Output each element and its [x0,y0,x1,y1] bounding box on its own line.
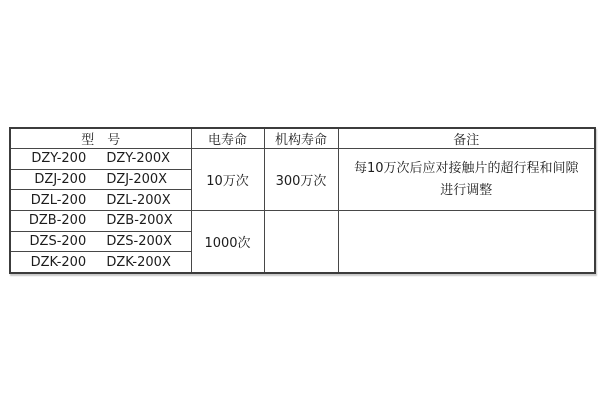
model-cell [10,149,191,170]
electrical-life-cell: 1000次 [191,211,264,273]
model-name: DZJ-200X [106,172,168,188]
remark-line: 每10万次后应对接触片的超行程和间隙 [353,160,579,176]
model-cell [10,231,191,252]
model-name: DZS-200X [106,234,172,250]
model-name: DZK-200X [106,254,171,270]
model-name: DZY-200 [31,151,87,167]
mechanical-life-cell [264,211,338,273]
model-name: DZJ-200 [34,172,87,188]
header-row [10,128,595,149]
remark-line: 进行调整 [440,182,493,198]
remarks-cell [338,149,595,211]
model-name: DZB-200X [106,213,173,229]
remarks-cell [338,211,595,273]
header-remarks: 备注 [338,128,595,149]
table-row [10,211,595,232]
model-name: DZL-200X [106,192,171,208]
model-cell [10,211,191,232]
header-model: 型 号 [10,128,191,149]
model-name: DZY-200X [106,151,171,167]
model-name: DZL-200 [30,192,87,208]
electrical-life-cell: 10万次 [191,149,264,211]
mechanical-life-cell: 300万次 [264,149,338,211]
table-row [10,149,595,170]
header-electrical-life: 电寿命 [191,128,264,149]
model-cell [10,190,191,211]
model-cell [10,252,191,273]
relay-life-spec-table [9,127,596,274]
model-name: DZB-200 [28,213,87,229]
model-name: DZS-200 [29,234,87,250]
model-name: DZK-200 [30,254,87,270]
header-mechanical-life: 机构寿命 [264,128,338,149]
model-cell [10,169,191,190]
